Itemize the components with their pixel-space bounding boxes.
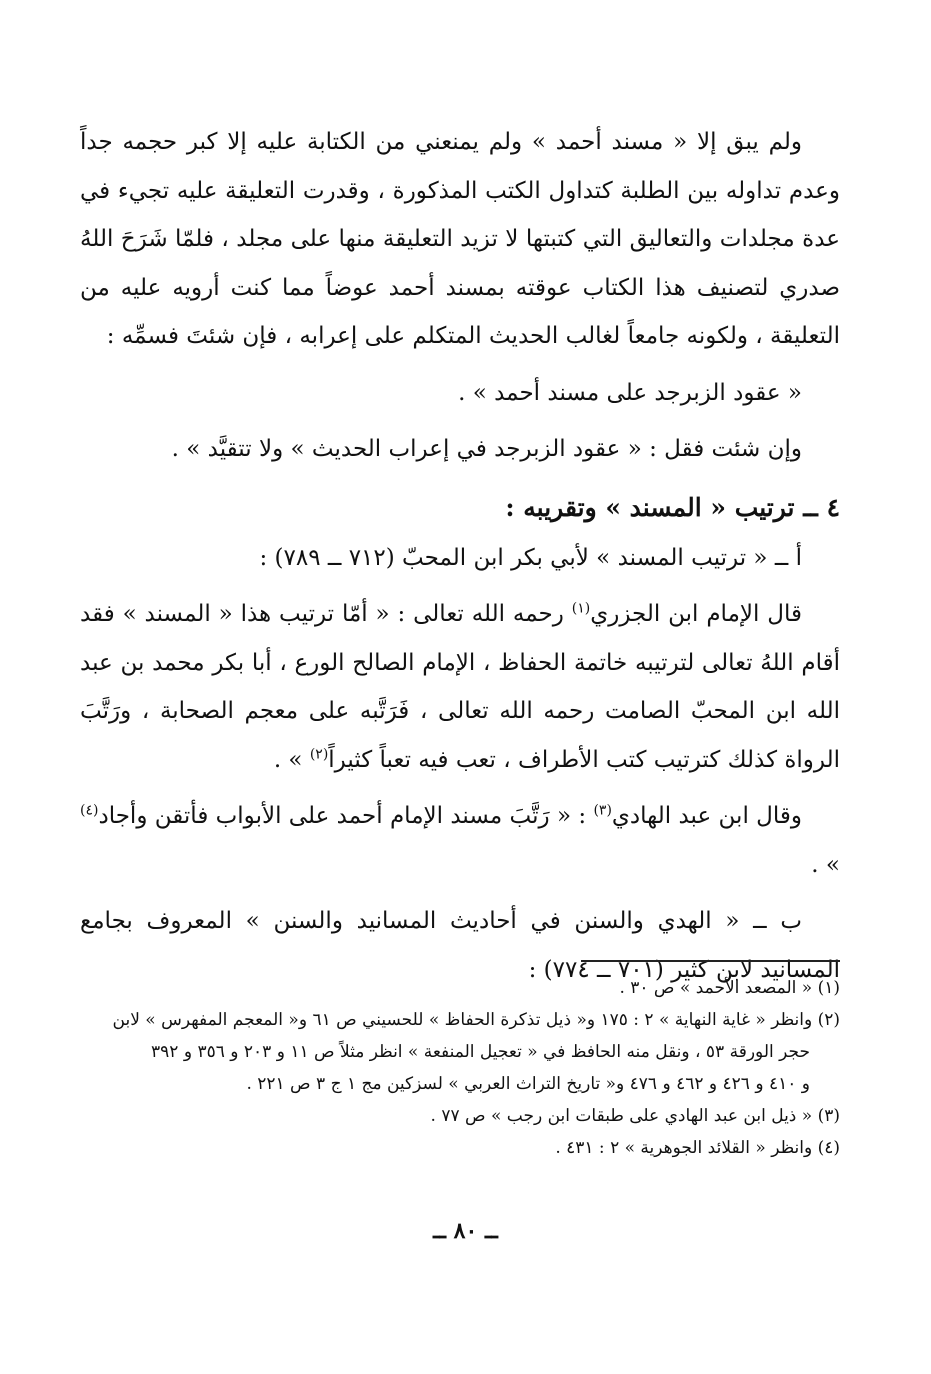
subsection-b-title: ب ــ « الهدي والسنن في أحاديث المسانيد والسنن » المعروف بجامع المسانيد لابن كثير (٧٠١ ــ ٧٧٤) :	[80, 908, 840, 983]
paragraph-text: وقال ابن عبد الهادي	[611, 803, 803, 829]
paragraph-text: رحمه الله تعالى : « أمّا ترتيب هذا « المسند » فقد أقام اللهُ تعالى لترتيبه خاتمة الحفاظ ، الإمام الصالح الورع ، أبا بكر محمد بن عبد الله ابن المحبّ الصامت رحمه الله تعالى ، فَرَتَّبه على معجم الصحابة ، ورَتَّبَ الرواة كذلك كترتيب كتب الأطراف ، تعب فيه تعباً كثيراً	[80, 601, 840, 773]
paragraph-text: قال الإمام ابن الجزري	[590, 601, 802, 627]
page-number: ــ ٨٠ ــ	[433, 1218, 498, 1244]
paragraph-ibn-jazari	[80, 590, 840, 784]
footnote-2-continued: حجر الورقة ٥٣ ، ونقل منه الحافظ في « تعجيل المنفعة » انظر مثلاً ص ١١ و ٢٠٣ و ٣٥٦ و ٣٩٢	[151, 1042, 810, 1062]
paragraph-text: » .	[273, 746, 310, 773]
paragraph-ibn-abd-alhadi	[80, 792, 840, 889]
footnote-ref-4: (٤)	[80, 802, 99, 819]
footnotes	[80, 972, 840, 1164]
footnote-2-continued: و ٤١٠ و ٤٢٦ و ٤٦٢ و ٤٧٦ و« تاريخ التراث العربي » لسزكين مج ١ ج ٣ ص ٢٢١ .	[246, 1074, 810, 1094]
footnote-4: (٤) وانظر « القلائد الجوهرية » ٢ : ٤٣١ .	[555, 1138, 840, 1158]
subsection-a-title: أ ــ « ترتيب المسند » لأبي بكر ابن المحبّ (٧١٢ ــ ٧٨٩) :	[259, 544, 802, 571]
footnote-2: (٢) وانظر « غاية النهاية » ٢ : ١٧٥ و« ذيل تذكرة الحفاظ » للحسيني ص ٦١ و« المعجم المفهرس » لابن	[112, 1010, 840, 1030]
footnote-ref-3: (٣)	[593, 802, 612, 819]
footnote-3: (٣) « ذيل ابن عبد الهادي على طبقات ابن رجب » ص ٧٧ .	[430, 1106, 840, 1126]
footnote-ref-1: (١)	[571, 600, 591, 617]
footnote-ref-2: (٢)	[309, 745, 329, 762]
footnote-divider	[581, 960, 840, 962]
book-title-line: « عقود الزبرجد على مسند أحمد » .	[458, 379, 802, 406]
footnote-1: (١) « المصعد الأحمد » ص ٣٠ .	[619, 978, 840, 998]
paragraph-text: » .	[811, 851, 840, 878]
paragraph-intro: ولم يبق إلا « مسند أحمد » ولم يمنعني من الكتابة عليه إلا كبر حجمه جداً وعدم تداوله بين الطلبة كتداول الكتب المذكورة ، وقدرت التعليقة عليه تجيء في عدة مجلدات والتعاليق التي كتبتها لا تزيد التعليقة منها على مجلد ، فلمّا شَرَحَ اللهُ صدري لتصنيف هذا الكتاب عوقته بمسند أحمد عوضاً مما كنت أرويه عليه من التعليقة ، ولكونه جامعاً لغالب الحديث المتكلم على إعرابه ، فإن شئتَ فسمِّه :	[80, 129, 840, 349]
main-text	[80, 118, 840, 994]
alternate-title-line: وإن شئت فقل : « عقود الزبرجد في إعراب الحديث » ولا تتقيَّد » .	[171, 436, 802, 462]
section-heading: ٤ ــ ترتيب « المسند » وتقريبه :	[505, 492, 840, 522]
paragraph-text: : « رَتَّبَ مسند الإمام أحمد على الأبواب فأتقن وأجاد	[98, 803, 594, 829]
